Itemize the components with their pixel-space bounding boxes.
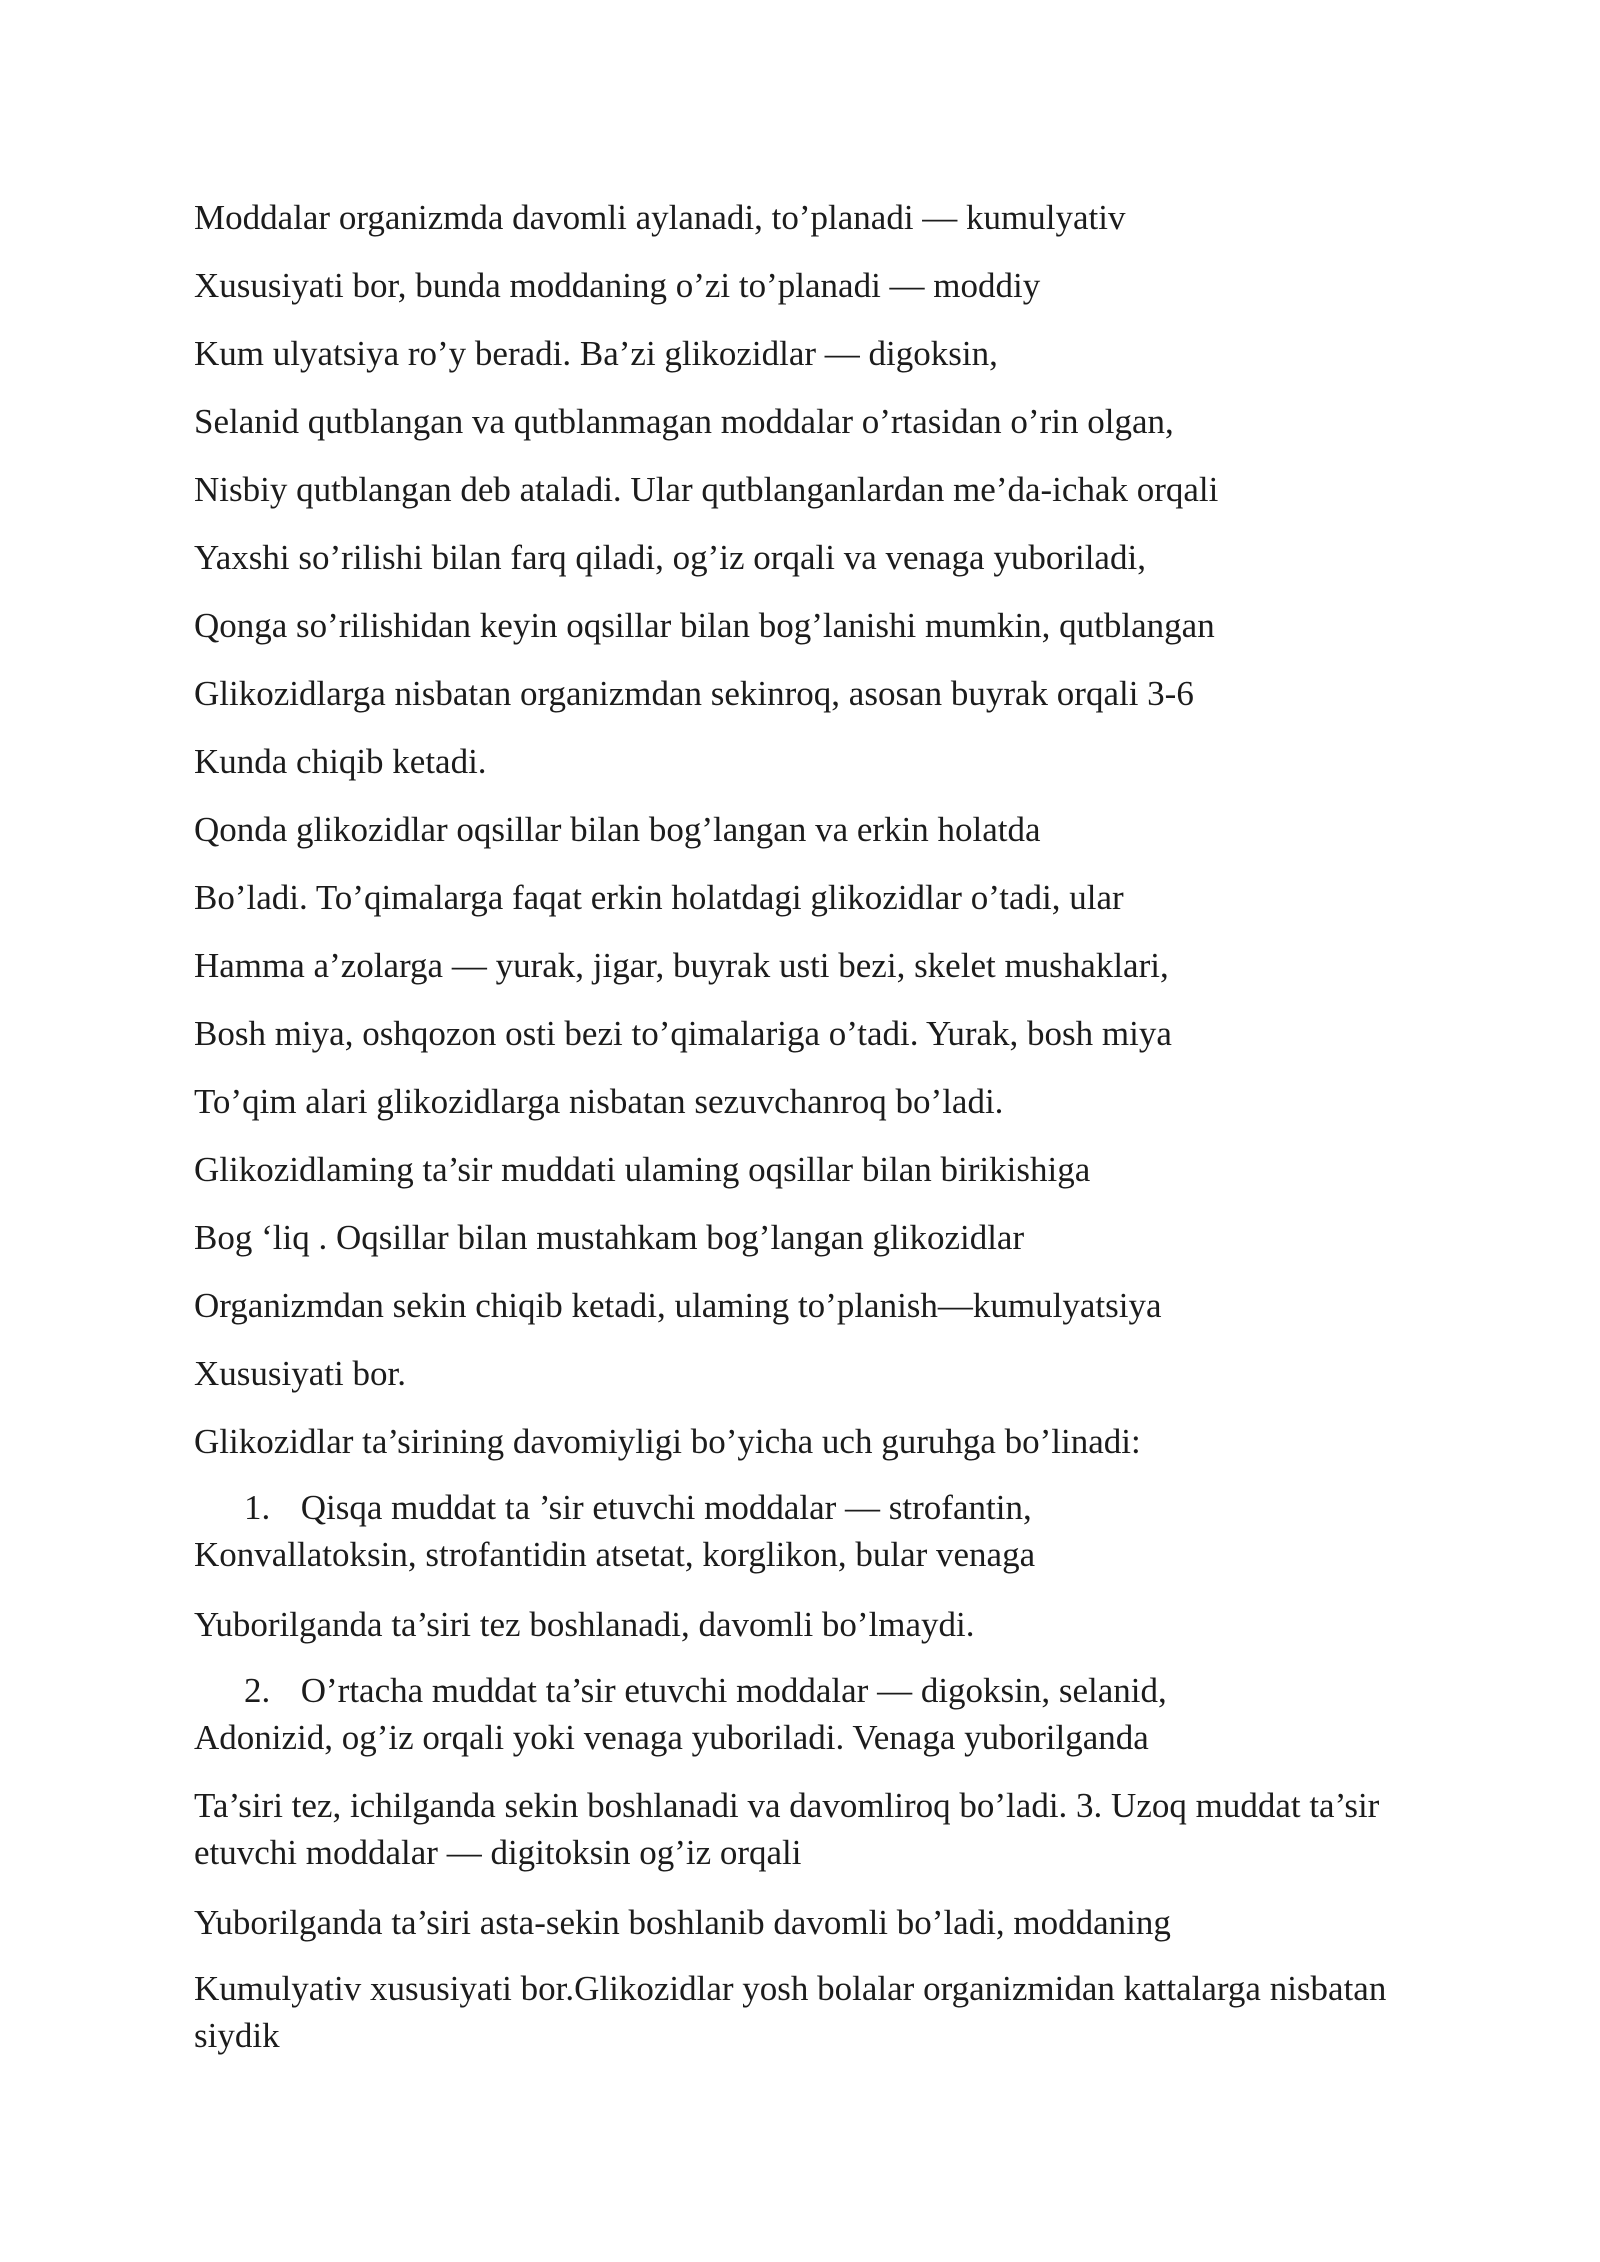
text-line: Selanid qutblangan va qutblanmagan moddalar o’rtasidan o’rin olgan,	[194, 402, 1174, 441]
text-line: Moddalar organizmda davomli aylanadi, to’planadi — kumulyativ	[194, 198, 1126, 237]
text-line: Qonga so’rilishidan keyin oqsillar bilan bog’lanishi mumkin, qutblangan	[194, 606, 1215, 645]
text-line: Yuborilganda ta’siri asta-sekin boshlanib davomli bo’ladi, moddaning	[194, 1903, 1171, 1942]
text-line: Organizmdan sekin chiqib ketadi, ulaming to’planish—kumulyatsiya	[194, 1286, 1162, 1325]
paragraph: Kumulyativ xususiyati bor.Glikozidlar yosh bolalar organizmidan kattalarga nisbatan siydik	[194, 1969, 1387, 2055]
list-item-text: O’rtacha muddat ta’sir etuvchi moddalar — digoksin, selanid,	[300, 1671, 1167, 1710]
text-line: Glikozidlaming ta’sir muddati ulaming oqsillar bilan birikishiga	[194, 1150, 1091, 1189]
text-line: Glikozidlarga nisbatan organizmdan sekinroq, asosan buyrak orqali 3-6	[194, 674, 1194, 713]
text-line: Bog ‘liq . Oqsillar bilan mustahkam bog’langan glikozidlar	[194, 1218, 1025, 1257]
text-line: Nisbiy qutblangan deb ataladi. Ular qutblanganlardan me’da-ichak orqali	[194, 470, 1219, 509]
text-line: Qonda glikozidlar oqsillar bilan bog’langan va erkin holatda	[194, 810, 1041, 849]
list-number: 1.	[244, 1488, 271, 1527]
list-item-continuation: Konvallatoksin, strofantidin atsetat, korglikon, bular venaga	[194, 1535, 1036, 1574]
list-number: 2.	[244, 1671, 271, 1710]
text-line: Xususiyati bor.	[194, 1354, 406, 1393]
list-item-text: Qisqa muddat ta ’sir etuvchi moddalar — strofantin,	[300, 1488, 1032, 1527]
text-line: Yuborilganda ta’siri tez boshlanadi, davomli bo’lmaydi.	[194, 1605, 975, 1644]
list-item-continuation: Adonizid, og’iz orqali yoki venaga yuboriladi. Venaga yuborilganda	[194, 1718, 1149, 1757]
text-line: Kunda chiqib ketadi.	[194, 742, 487, 781]
text-line: Glikozidlar ta’sirining davomiyligi bo’yicha uch guruhga bo’linadi:	[194, 1422, 1141, 1461]
paragraph: Ta’siri tez, ichilganda sekin boshlanadi va davomliroq bo’ladi. 3. Uzoq muddat ta’sir etuvchi moddalar — digitoksin og’iz orqali	[194, 1786, 1380, 1872]
text-line: Bosh miya, oshqozon osti bezi to’qimalariga o’tadi. Yurak, bosh miya	[194, 1014, 1172, 1053]
text-line: Bo’ladi. To’qimalarga faqat erkin holatdagi glikozidlar o’tadi, ular	[194, 878, 1124, 917]
text-line: Hamma a’zolarga — yurak, jigar, buyrak usti bezi, skelet mushaklari,	[194, 946, 1169, 985]
text-line: Kum ulyatsiya ro’y beradi. Ba’zi glikozidlar — digoksin,	[194, 334, 998, 373]
list-item-2	[194, 1667, 1434, 1761]
text-line: To’qim alari glikozidlarga nisbatan sezuvchanroq bo’ladi.	[194, 1082, 1004, 1121]
text-line: Xususiyati bor, bunda moddaning o’zi to’planadi — moddiy	[194, 266, 1041, 305]
text-line: Yaxshi so’rilishi bilan farq qiladi, og’iz orqali va venaga yuboriladi,	[194, 538, 1146, 577]
list-item-1	[194, 1484, 1434, 1578]
document-body	[194, 192, 1434, 2080]
